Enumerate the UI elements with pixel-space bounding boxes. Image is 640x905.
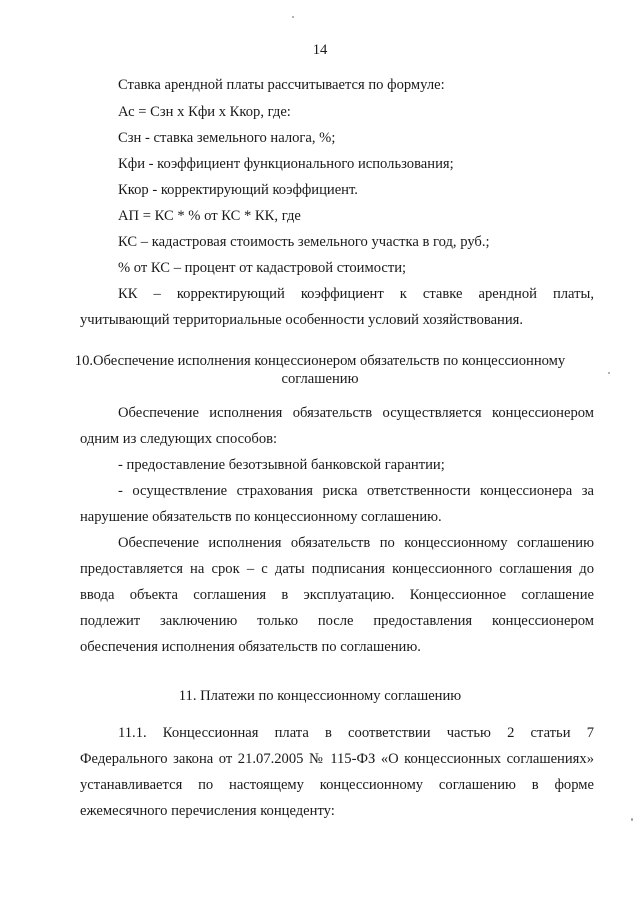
- formula-intro: Ставка арендной платы рассчитывается по формуле:: [118, 77, 445, 93]
- section-11-para-1-line-3: устанавливается по настоящему концессионному соглашению в форме: [80, 777, 594, 793]
- section-10-para-2: Обеспечение исполнения обязательств по концессионному соглашению: [118, 535, 594, 551]
- formula-def-szn: Сзн - ставка земельного налога, %;: [118, 130, 336, 146]
- formula-ac: Ас = Сзн х Кфи х Ккор, где:: [118, 104, 291, 120]
- formula-ap: АП = КС * % от КС * КК, где: [118, 208, 301, 224]
- section-11-heading: 11. Платежи по концессионному соглашению: [178, 688, 462, 704]
- section-10-para-2-line-2: предоставляется на срок – с даты подписания концессионного соглашения до: [80, 561, 594, 577]
- formula-def-kk: КК – корректирующий коэффициент к ставке арендной платы,: [118, 286, 594, 302]
- scan-speck: [631, 818, 633, 821]
- formula-def-kk-cont: учитывающий территориальные особенности условий хозяйствования.: [80, 312, 524, 328]
- formula-def-ks: КС – кадастровая стоимость земельного участка в год, руб.;: [118, 234, 490, 250]
- section-11-para-1-line-2: Федерального закона от 21.07.2005 № 115-ФЗ «О концессионных соглашениях»: [80, 751, 594, 767]
- section-10-heading: 10.Обеспечение исполнения концессионером обязательств по концессионному: [74, 353, 566, 369]
- section-10-heading-cont: соглашению: [281, 371, 359, 387]
- formula-def-kfi: Кфи - коэффициент функционального использования;: [118, 156, 454, 172]
- section-11-para-1: 11.1. Концессионная плата в соответствии частью 2 статьи 7: [118, 725, 594, 741]
- section-10-para-1: Обеспечение исполнения обязательств осуществляется концессионером: [118, 405, 594, 421]
- page-number: 14: [312, 42, 328, 58]
- section-10-list-item-2-cont: нарушение обязательств по концессионному соглашению.: [80, 509, 442, 525]
- scan-speck: [292, 16, 294, 18]
- section-10-list-item-1: - предоставление безотзывной банковской гарантии;: [118, 457, 445, 473]
- scan-speck: [608, 372, 610, 374]
- section-11-para-1-line-4: ежемесячного перечисления концеденту:: [80, 803, 335, 819]
- section-10-list-item-2: - осуществление страхования риска ответственности концессионера за: [118, 483, 594, 499]
- section-10-para-2-line-3: ввода объекта соглашения в эксплуатацию. Концессионное соглашение: [80, 587, 594, 603]
- formula-def-kkor: Ккор - корректирующий коэффициент.: [118, 182, 358, 198]
- section-10-para-2-line-5: обеспечения исполнения обязательств по соглашению.: [80, 639, 421, 655]
- formula-def-percent: % от КС – процент от кадастровой стоимости;: [118, 260, 407, 276]
- section-10-para-2-line-4: подлежит заключению только после предоставления концессионером: [80, 613, 594, 629]
- section-10-para-1-cont: одним из следующих способов:: [80, 431, 278, 447]
